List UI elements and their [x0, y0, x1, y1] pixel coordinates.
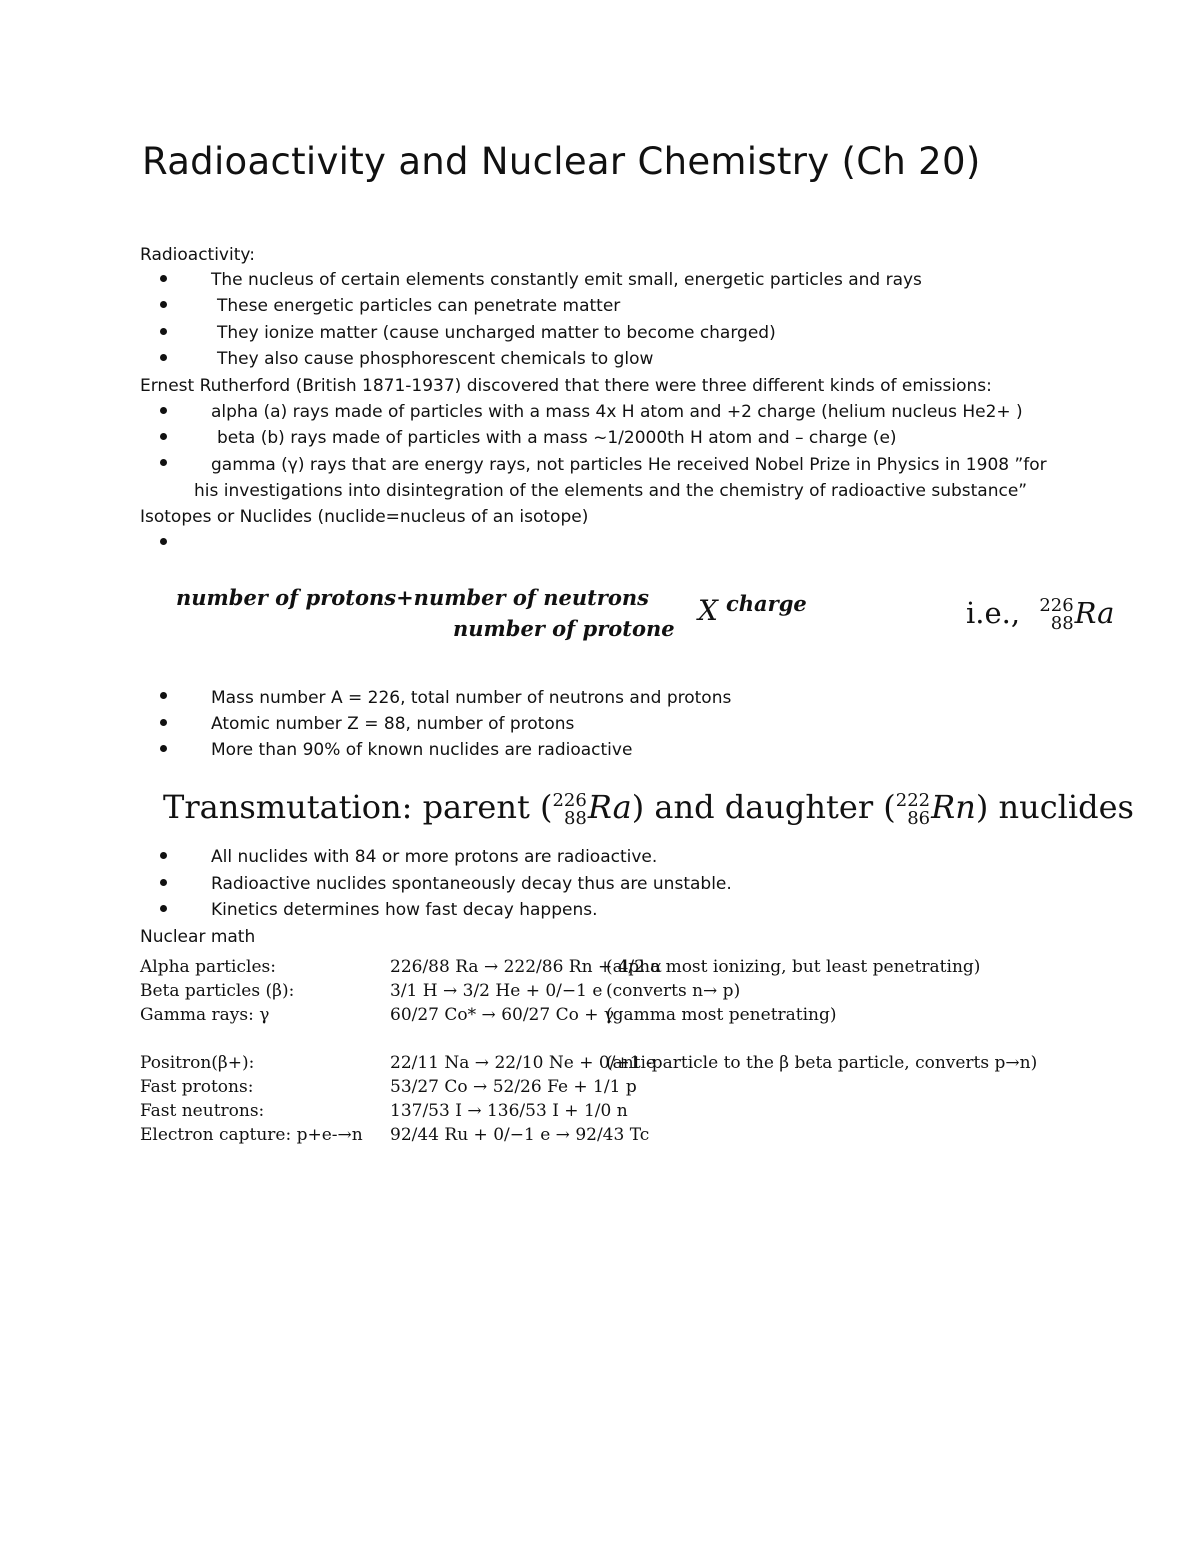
list-item: They also cause phosphorescent chemicals to glow [217, 349, 654, 369]
atomic-number: 88 [563, 807, 587, 829]
ie-label: i.e., [966, 596, 1021, 630]
rutherford-intro: Ernest Rutherford (British 1871-1937) discovered that there were three different kinds of emissions: [140, 376, 992, 396]
row-equation: 22/11 Na → 22/10 Ne + 0/+1 e [390, 1053, 656, 1073]
list-item: Radioactive nuclides spontaneously decay thus are unstable. [211, 874, 732, 894]
list-item-continuation: his investigations into disintegration of the elements and the chemistry of radioactive substance” [194, 481, 1028, 501]
transmutation-suffix: ) nuclides [975, 788, 1134, 826]
row-equation: 137/53 I → 136/53 I + 1/0 n [390, 1101, 628, 1121]
list-item: All nuclides with 84 or more protons are radioactive. [211, 847, 658, 867]
list-item: alpha (a) rays made of particles with a mass 4x H atom and +2 charge (helium nucleus He2+ ) [211, 402, 1023, 422]
page-title: Radioactivity and Nuclear Chemistry (Ch 20) [142, 140, 981, 183]
list-item: They ionize matter (cause uncharged matter to become charged) [217, 323, 776, 343]
bullet-dot [160, 301, 167, 308]
transmutation-middle: ) and daughter ( [631, 788, 896, 826]
isotopes-heading: Isotopes or Nuclides (nuclide=nucleus of an isotope) [140, 507, 589, 527]
row-equation: 3/1 H → 3/2 He + 0/−1 e [390, 981, 603, 1001]
element-symbol: Ra [587, 788, 632, 826]
list-item: Mass number A = 226, total number of neutrons and protons [211, 688, 732, 708]
list-item: These energetic particles can penetrate matter [217, 296, 621, 316]
element-symbol: Ra [1074, 596, 1115, 630]
transmutation-heading [163, 788, 1134, 828]
radioactivity-heading: Radioactivity: [140, 245, 255, 265]
element-symbol: Rn [931, 788, 976, 826]
bullet-dot [160, 433, 167, 440]
bullet-dot [160, 719, 167, 726]
bullet-dot [160, 328, 167, 335]
mass-number: 222 [895, 789, 931, 811]
row-equation: 60/27 Co* → 60/27 Co + γ [390, 1005, 615, 1025]
formula-numerator: number of protons+number of neutrons [176, 585, 649, 610]
row-note: (alpha most ionizing, but least penetrating) [606, 957, 981, 977]
list-item: Atomic number Z = 88, number of protons [211, 714, 575, 734]
mass-number: 226 [552, 789, 587, 811]
mass-number: 226 [1039, 595, 1074, 616]
example-nuclide [966, 596, 1114, 633]
row-label: Fast protons: [140, 1077, 254, 1097]
formula-charge: charge [726, 591, 807, 616]
row-label: Beta particles (β): [140, 981, 295, 1001]
row-note: (converts n→ p) [606, 981, 741, 1001]
row-label: Positron(β+): [140, 1053, 255, 1073]
isotope-numbers [1039, 597, 1073, 633]
list-item: gamma (γ) rays that are energy rays, not particles He received Nobel Prize in Physics in 1908 ”for [211, 455, 1047, 475]
bullet-dot [160, 275, 167, 282]
formula-symbol: X [698, 594, 718, 627]
nuclear-math-heading: Nuclear math [140, 927, 256, 947]
row-equation: 53/27 Co → 52/26 Fe + 1/1 p [390, 1077, 637, 1097]
bullet-dot [160, 538, 167, 545]
list-item: The nucleus of certain elements constantly emit small, energetic particles and rays [211, 270, 922, 290]
bullet-dot [160, 905, 167, 912]
bullet-dot [160, 354, 167, 361]
bullet-dot [160, 879, 167, 886]
row-equation: 92/44 Ru + 0/−1 e → 92/43 Tc [390, 1125, 650, 1145]
bullet-dot [160, 745, 167, 752]
row-label: Fast neutrons: [140, 1101, 265, 1121]
list-item: Kinetics determines how fast decay happens. [211, 900, 598, 920]
isotope-numbers [895, 789, 931, 829]
list-item: More than 90% of known nuclides are radioactive [211, 740, 633, 760]
bullet-dot [160, 852, 167, 859]
list-item: beta (b) rays made of particles with a mass ~1/2000th H atom and – charge (e) [217, 428, 897, 448]
isotope-numbers [552, 789, 587, 829]
bullet-dot [160, 692, 167, 699]
formula-denominator: number of protone [453, 616, 675, 641]
bullet-dot [160, 407, 167, 414]
bullet-dot [160, 459, 167, 466]
row-label: Gamma rays: γ [140, 1005, 270, 1025]
row-note: (gamma most penetrating) [606, 1005, 837, 1025]
atomic-number: 88 [1050, 613, 1074, 634]
atomic-number: 86 [907, 807, 931, 829]
transmutation-prefix: Transmutation: parent ( [163, 788, 553, 826]
row-label: Alpha particles: [140, 957, 276, 977]
row-note: (anti-particle to the β beta particle, converts p→n) [606, 1053, 1038, 1073]
row-equation: 226/88 Ra → 222/86 Rn + 4/2 α [390, 957, 662, 977]
row-label: Electron capture: p+e-→n [140, 1125, 363, 1145]
